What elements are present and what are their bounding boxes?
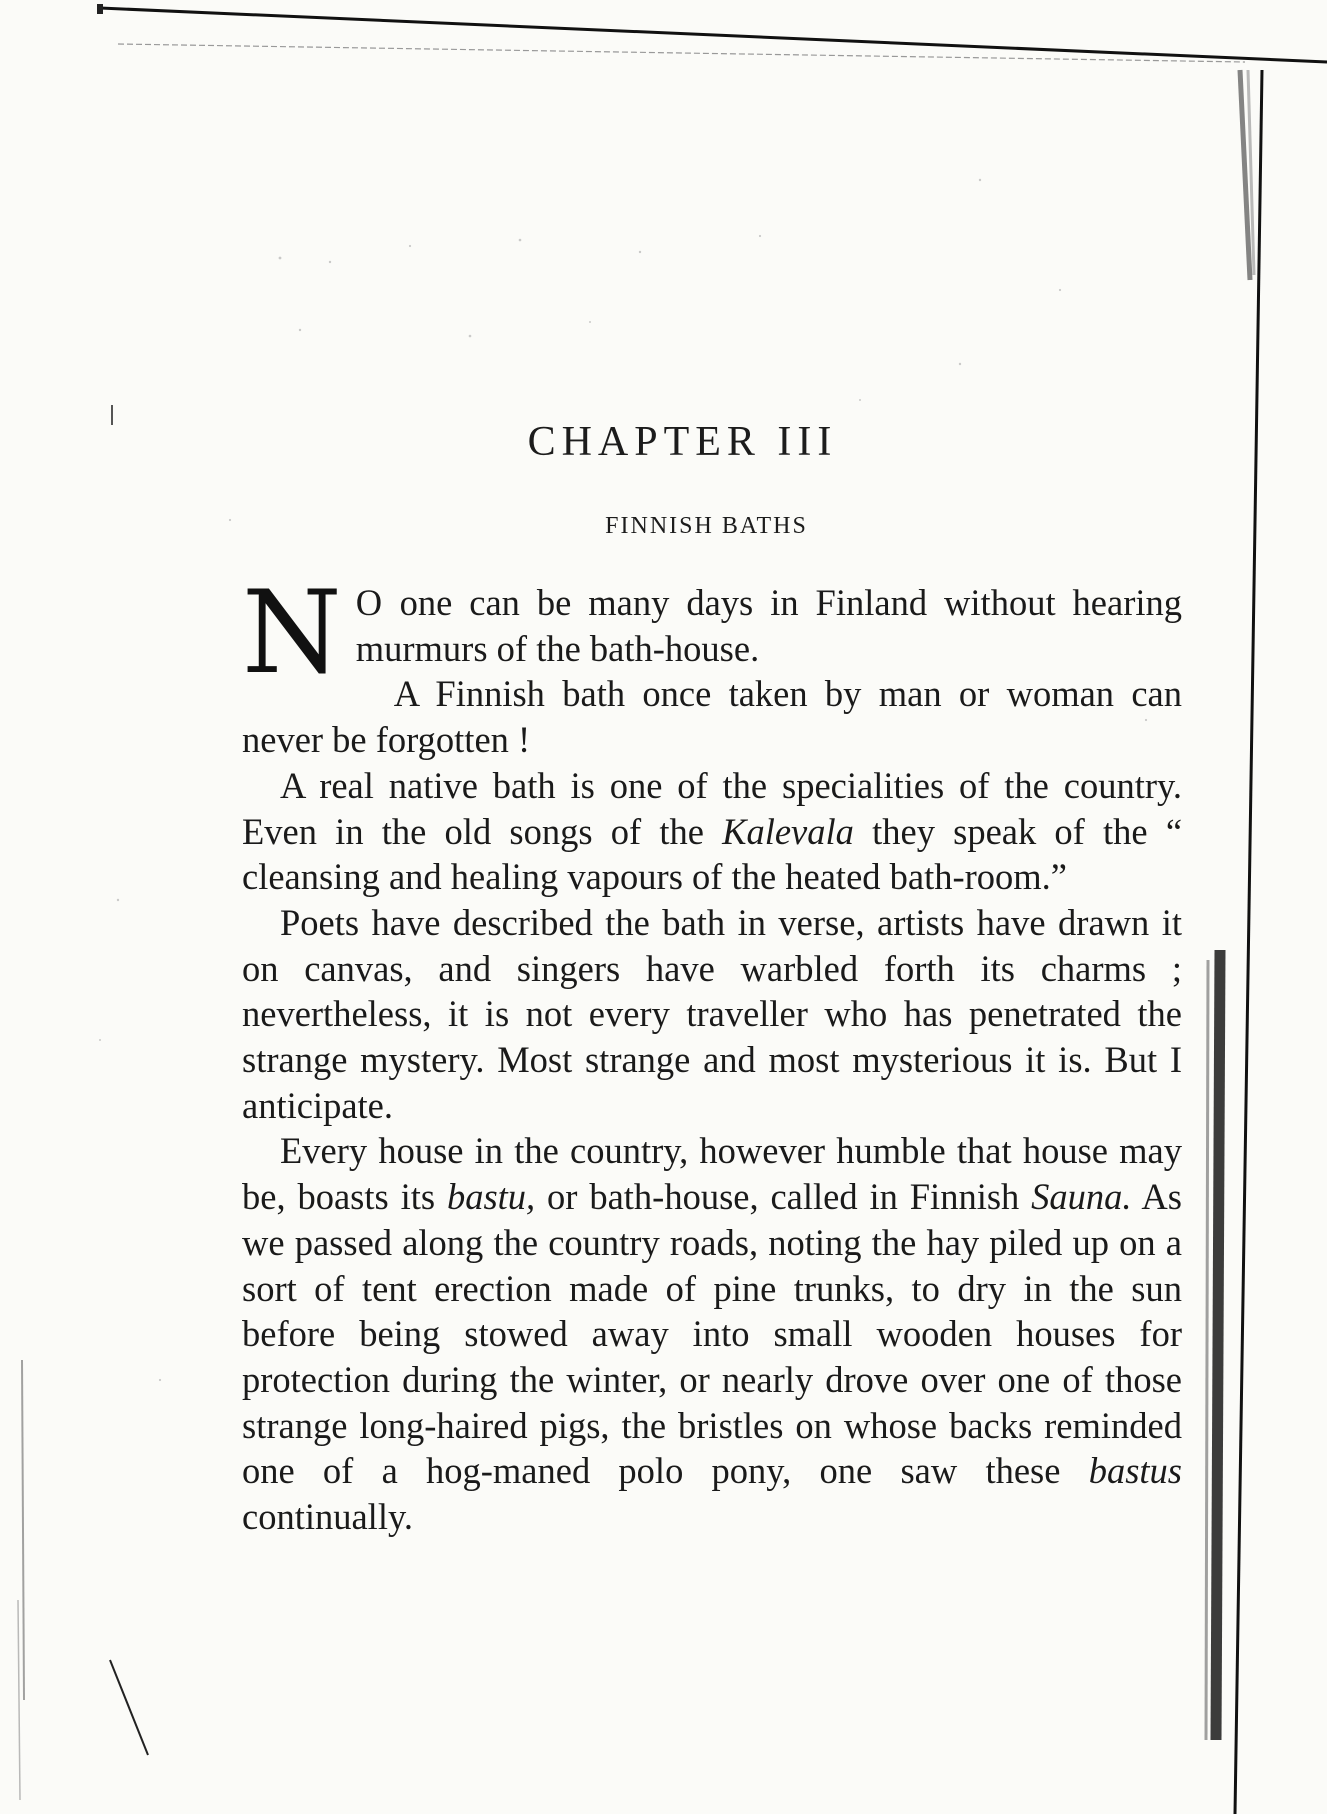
chapter-subtitle: FINNISH BATHS [605,513,808,539]
paragraph-4 [242,900,1182,1129]
first-word-remainder: O [355,582,383,623]
paragraph-2-text: A Finnish bath once taken by man or woman can never be forgotten ! [242,673,1182,761]
paragraph-1-text: one can be many days in Finland without hearing murmurs of the bath-house. [355,582,1182,669]
paragraph-3-text-end: they speak of the “ cleansing and healing vapours of the heated bath-room.” [242,810,1183,898]
chapter-heading: CHAPTER III [527,419,838,465]
drop-cap-letter: N [242,566,342,699]
paragraph-1 [242,566,1182,699]
paragraph-5-text-1: Every house in the country, however humble that house may be, boasts its [242,1130,1182,1218]
kalevala-title: Kalevala [722,810,854,852]
chapter-body [242,566,1183,1540]
paragraph-2 [242,671,1182,762]
paragraph-3-text-start: A real native bath is one of the specialities of the country. Even in the old songs of the [242,764,1182,852]
paragraph-5-text-2: or bath-house, called in Finnish [547,1176,1020,1218]
paragraph-5-text-3: As we passed along the country roads, noting the hay piled up on a sort of tent erection made of pine trunks, to dry in the sun before being stowed away into small wooden houses for protection during the winter, or nearly drove over one of those strange long-haired pigs, the bristles on whose backs reminded one of a hog-maned polo pony, one saw these [242,1176,1182,1492]
paragraph-4-text: Poets have described the bath in verse, artists have drawn it on canvas, and singers have warbled forth its charms ; nevertheless, it is not every traveller who has penetrated the strange mystery. Most strange and most mysterious it is. But I anticipate. [242,901,1182,1126]
bastu-term: bastu, [446,1176,536,1218]
paragraph-5 [242,1128,1182,1539]
paragraph-5-text-4: continually. [242,1496,413,1538]
sauna-term: Sauna. [1031,1176,1132,1218]
paragraph-3 [242,763,1182,900]
bastus-term: bastus [1088,1450,1183,1492]
